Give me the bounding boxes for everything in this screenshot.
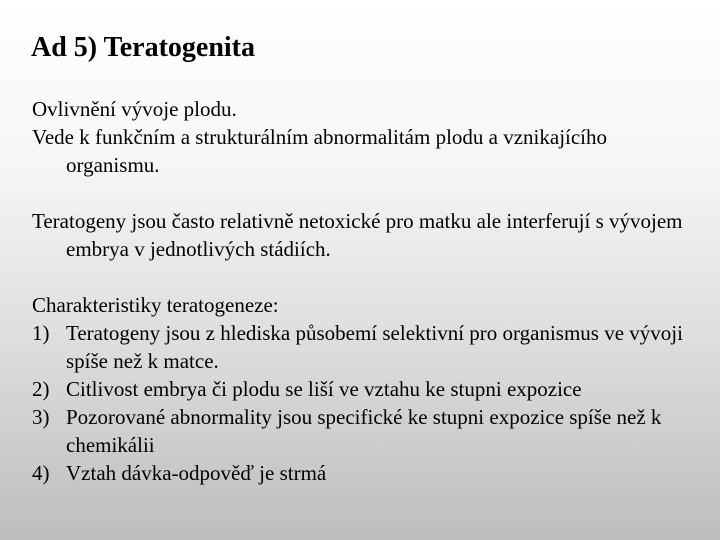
list-item-text: Pozorované abnormality jsou specifické ke stupni expozice spíše než k chemikálii [66, 405, 662, 457]
paragraph-characteristics-heading: Charakteristiky teratogeneze: [32, 293, 279, 317]
list-item [32, 375, 704, 403]
list-item-number: 4) [32, 461, 50, 485]
list-item-text: Citlivost embrya či plodu se liší ve vztahu ke stupni expozice [66, 377, 582, 401]
paragraph-teratogens: Teratogeny jsou často relativně netoxické pro matku ale interferují s vývojem embrya v jednotlivých stádiích. [32, 209, 683, 261]
list-item-number: 1) [32, 321, 50, 345]
list-item-number: 3) [32, 405, 50, 429]
characteristics-list [32, 319, 704, 487]
list-item [32, 403, 704, 459]
list-item-text: Teratogeny jsou z hlediska působemí selektivní pro organismus ve vývoji spíše než k matce. [66, 321, 683, 373]
list-item-text: Vztah dávka-odpověď je strmá [66, 461, 327, 485]
paragraph-abnormalities: Vede k funkčním a strukturálním abnormalitám plodu a vznikajícího organismu. [32, 125, 608, 177]
list-item [32, 459, 704, 487]
list-item-number: 2) [32, 377, 50, 401]
paragraph-fetal-development: Ovlivnění vývoje plodu. [32, 97, 237, 121]
list-item [32, 319, 704, 375]
spacer [32, 179, 704, 207]
slide-body [32, 95, 704, 487]
spacer [32, 263, 704, 291]
slide-title: Ad 5) Teratogenita [31, 32, 255, 63]
